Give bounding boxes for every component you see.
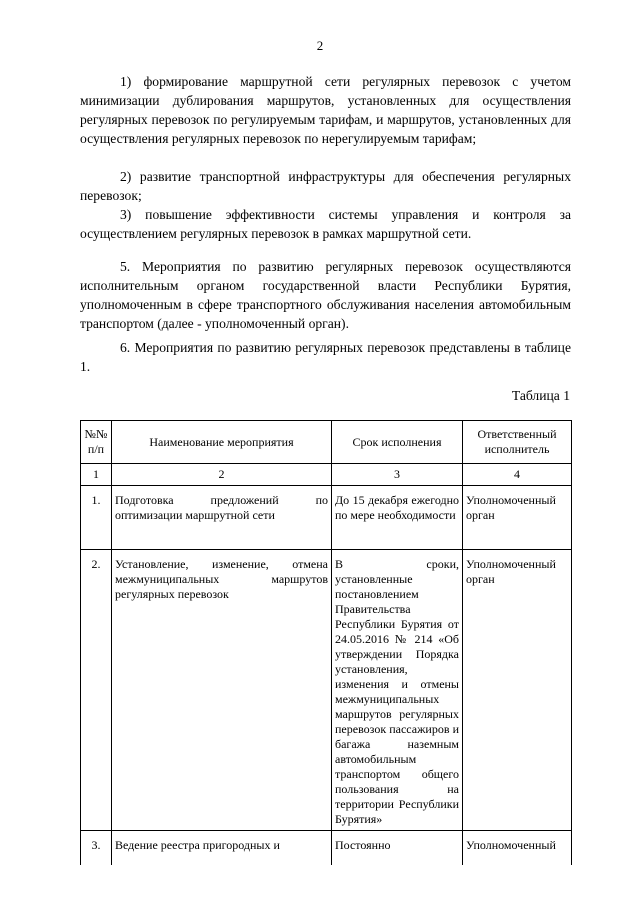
table-caption: Таблица 1 [511,388,570,403]
row-deadline: До 15 декабря ежегодно по мере необходимости [332,486,463,550]
table-row [81,486,572,550]
paragraph-goal-1 [80,72,571,148]
table-header-row [81,421,572,464]
paragraph-goal-2-text: 2) развитие транспортной инфраструктуры для обеспечения регулярных перевозок; [80,169,571,203]
paragraph-goal-2 [80,167,571,205]
row-deadline: В сроки, установленные постановлением Правительства Республики Бурятия от 24.05.2016 № 214 «Об утверждении Порядка установления, изменения и отмены межмуниципальных маршрутов регулярных перевозок пассажиров и багажа наземным автомобильным транспортом общего пользования на территории Республики Бурятия» [332,550,463,831]
row-number: 2. [81,550,112,831]
row-event-name: Ведение реестра пригородных и [112,831,332,865]
table-row [81,831,572,865]
column-number: 4 [463,464,572,486]
paragraph-section-6-text: 6. Мероприятия по развитию регулярных перевозок представлены в таблице 1. [80,340,571,374]
row-event-name: Подготовка предложений по оптимизации маршрутной сети [112,486,332,550]
paragraph-goal-1-text: 1) формирование маршрутной сети регулярных перевозок с учетом минимизации дублирования маршрутов, установленных для осуществления регулярных перевозок по регулируемым тарифам, и маршрутов, установленных для осуществления регулярных перевозок по нерегулируемым тарифам; [80,74,571,146]
paragraph-goal-3 [80,205,571,243]
row-event-name: Установление, изменение, отмена межмуниципальных маршрутов регулярных перевозок [112,550,332,831]
paragraph-section-5-text: 5. Мероприятия по развитию регулярных перевозок осуществляются исполнительным органом государственной власти Республики Бурятия, уполномоченным в сфере транспортного обслуживания населения автомобильным транспортом (далее - уполномоченный орган). [80,259,571,331]
events-table [80,420,572,865]
column-number-row [81,464,572,486]
header-deadline: Срок исполнения [332,421,463,464]
paragraph-section-5 [80,257,571,333]
paragraph-goal-3-text: 3) повышение эффективности системы управления и контроля за осуществлением регулярных перевозок в рамках маршрутной сети. [80,207,571,241]
row-executor: Уполномоченный орган [463,550,572,831]
page-number: 2 [316,38,324,53]
table-row [81,550,572,831]
row-number: 1. [81,486,112,550]
row-executor: Уполномоченный орган [463,486,572,550]
row-deadline: Постоянно [332,831,463,865]
column-number: 3 [332,464,463,486]
header-event-name: Наименование мероприятия [112,421,332,464]
column-number: 1 [81,464,112,486]
row-executor: Уполномоченный [463,831,572,865]
header-number: №№ п/п [81,421,112,464]
paragraph-section-6 [80,338,571,376]
column-number: 2 [112,464,332,486]
header-executor: Ответственный исполнитель [463,421,572,464]
row-number: 3. [81,831,112,865]
